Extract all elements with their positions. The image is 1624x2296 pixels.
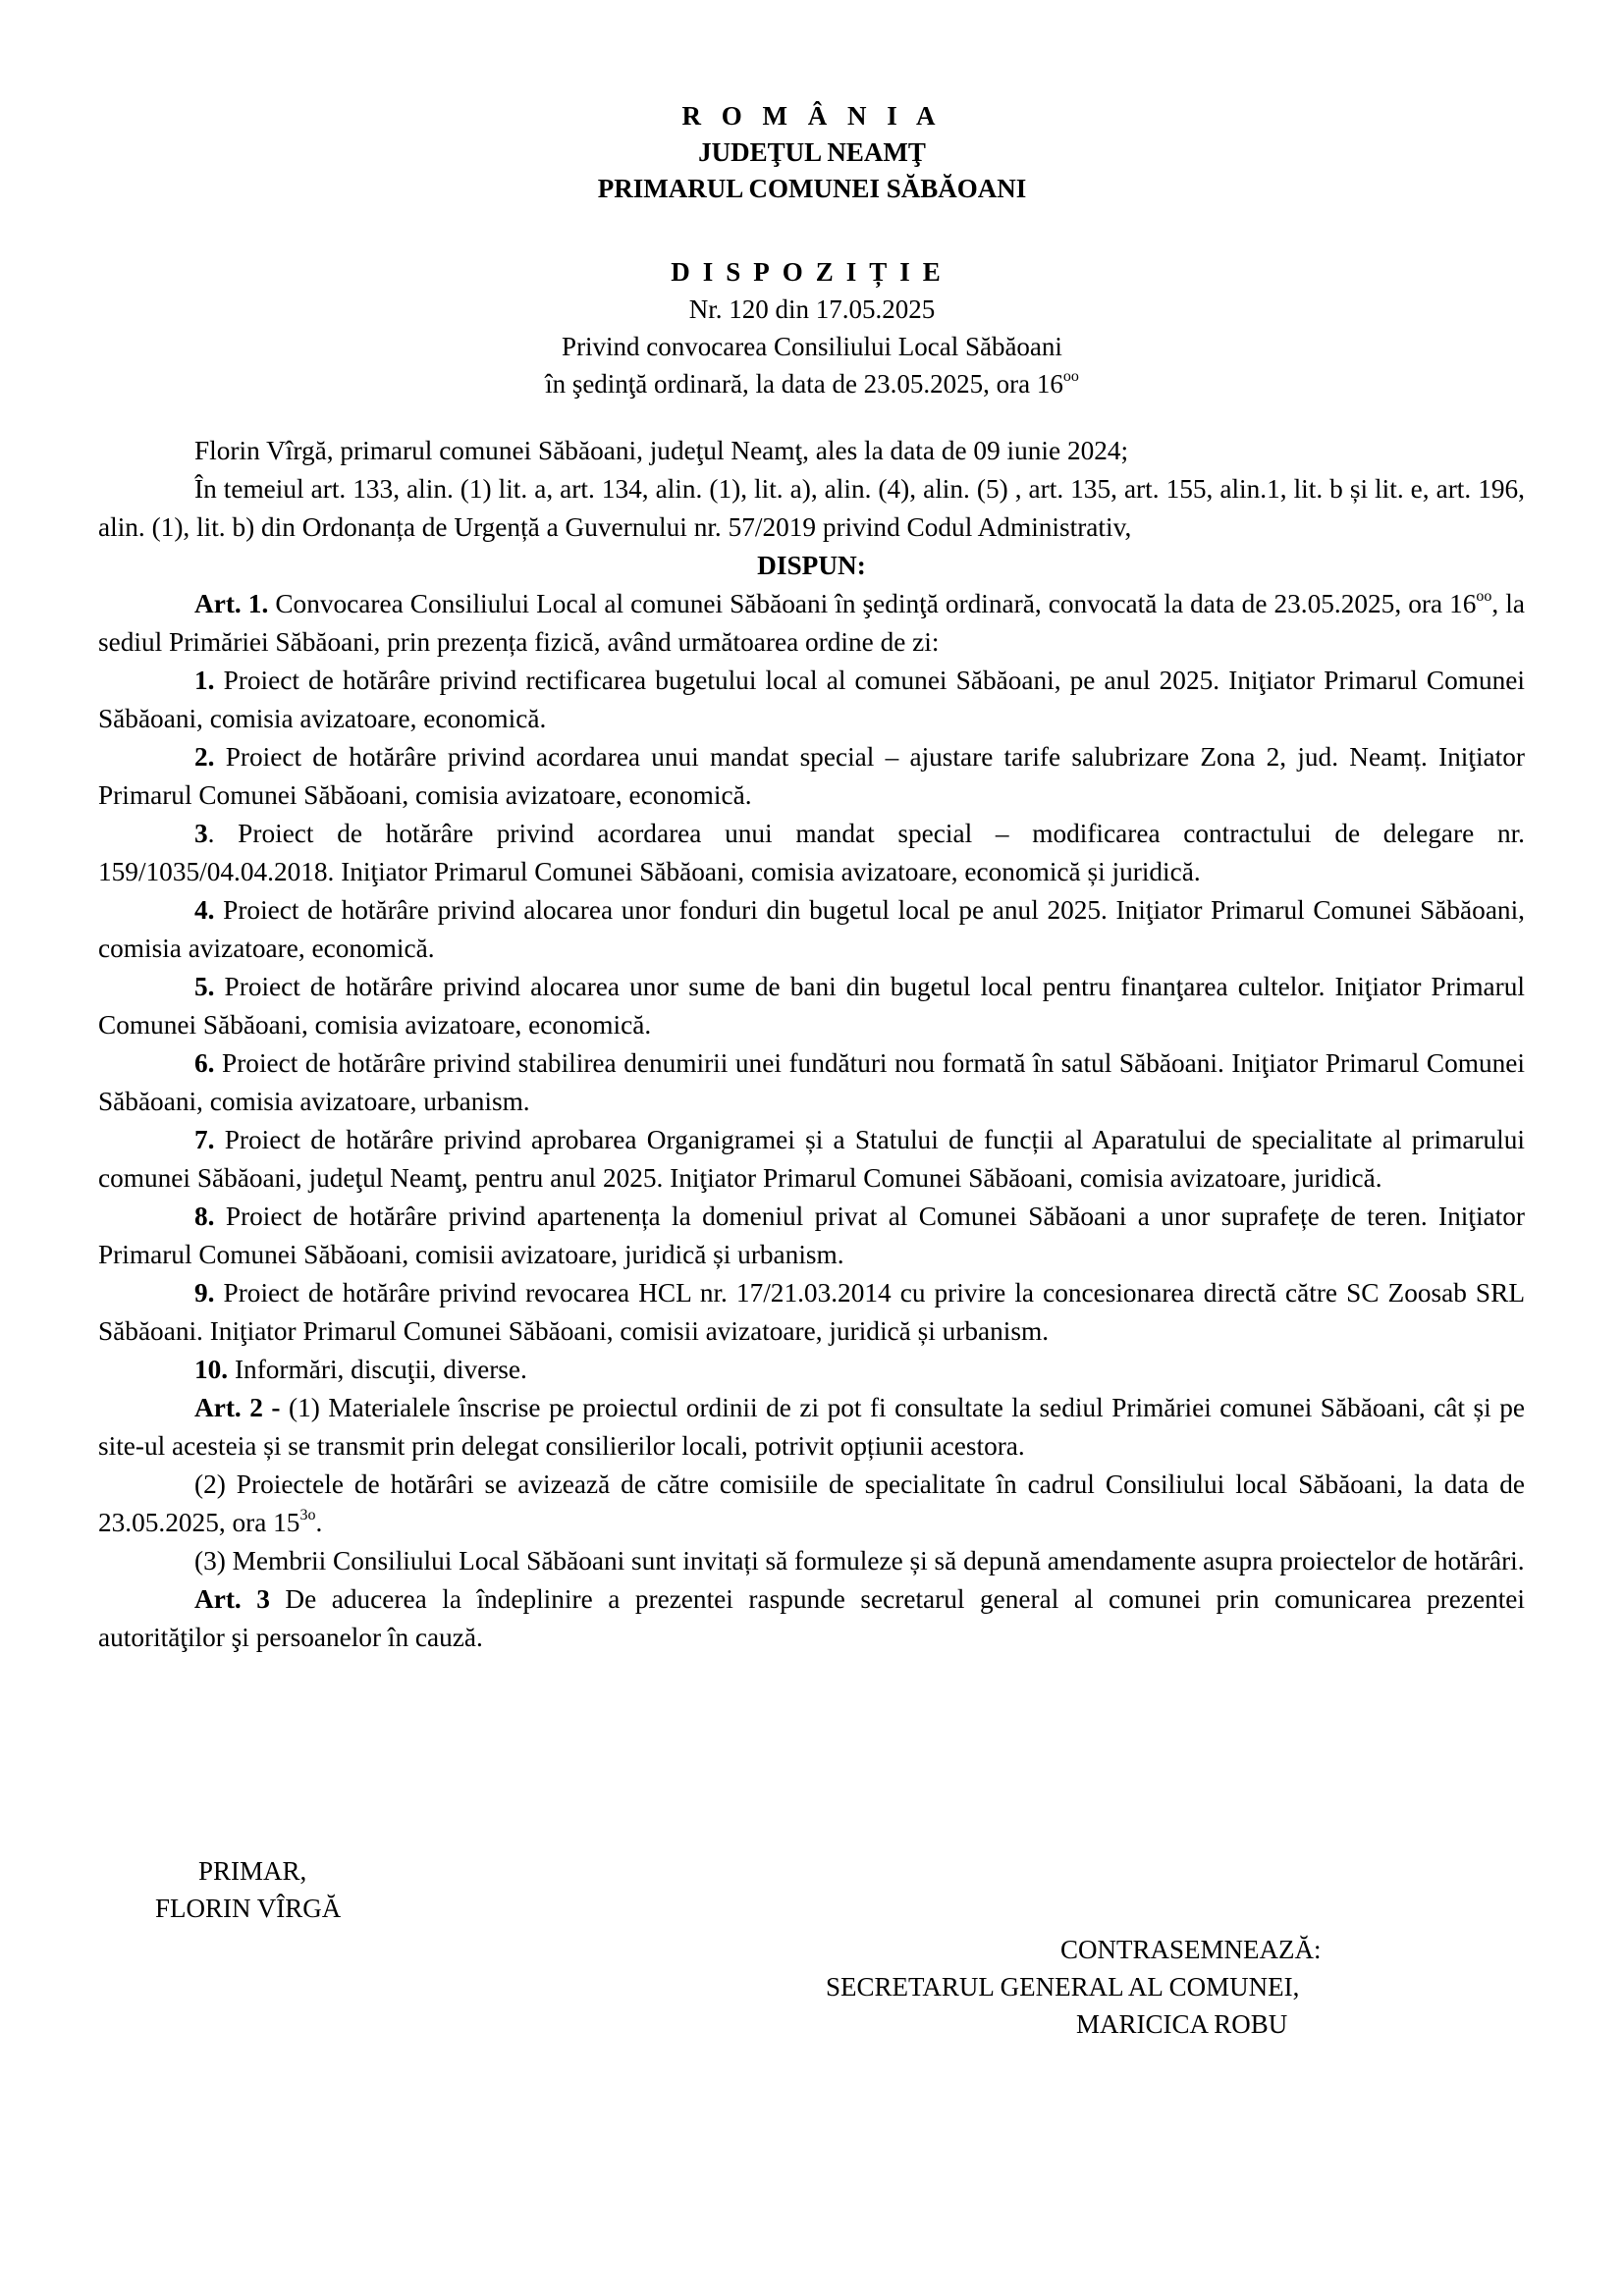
- intro-paragraph: Florin Vîrgă, primarul comunei Săbăoani, judeţul Neamţ, ales la data de 09 iunie 2024;: [194, 436, 1129, 465]
- agenda-item: 10. Informări, discuţii, diverse.: [194, 1355, 527, 1384]
- countersign-role: SECRETARUL GENERAL AL COMUNEI,: [826, 1972, 1300, 2002]
- agenda-item: 1. Proiect de hotărâre privind rectificarea bugetului local al comunei Săbăoani, pe anul 2025. Iniţiator Primarul Comunei Săbăoani, comisia avizatoare, economică.: [98, 666, 1525, 733]
- county-line: JUDEŢUL NEAMŢ: [698, 137, 926, 167]
- document-header: [0, 98, 1624, 207]
- dispun-heading: DISPUN:: [757, 551, 866, 580]
- document-body: [98, 432, 1525, 1657]
- agenda-item: 8. Proiect de hotărâre privind apartenența la domeniul privat al Comunei Săbăoani a unor suprafețe de teren. Iniţiator Primarul Comunei Săbăoani, comisii avizatoare, juridică și urbanism.: [98, 1201, 1525, 1269]
- document-number: Nr. 120 din 17.05.2025: [688, 294, 936, 324]
- agenda-item: 4. Proiect de hotărâre privind alocarea unor fonduri din bugetul local pe anul 2025. Iniţiator Primarul Comunei Săbăoani, comisia avizatoare, economică.: [98, 895, 1525, 963]
- agenda-item: 3. Proiect de hotărâre privind acordarea unui mandat special – modificarea contractului de delegare nr. 159/1035/04.04.2018. Iniţiator Primarul Comunei Săbăoani, comisia avizatoare, economică și juridică.: [98, 819, 1525, 886]
- session-info: în şedinţă ordinară, la data de 23.05.2025, ora $16^{oo}$: [545, 368, 1079, 399]
- article-1: Art. 1. Convocarea Consiliului Local al comunei Săbăoani în şedinţă ordinară, convocată la data de 23.05.2025, ora $16^{oo}$, la sediul Primăriei Săbăoani, prin prezența fizică, având următoarea ordine de zi:: [98, 587, 1525, 657]
- mayor-signature-title: PRIMAR,: [198, 1856, 307, 1886]
- legal-basis-paragraph: În temeiul art. 133, alin. (1) lit. a, art. 134, alin. (1), lit. a), alin. (4), alin. (5) , art. 135, art. 155, alin.1, lit. b și lit. e, art. 196, alin. (1), lit. b) din Ordonanța de Urgență a Guvernului nr. 57/2019 privind Codul Administrativ,: [98, 474, 1525, 542]
- countersign-name: MARICICA ROBU: [1076, 2009, 1288, 2039]
- article-2-par-3: (3) Membrii Consiliului Local Săbăoani sunt invitați să formuleze și să depună amendamente asupra proiectelor de hotărâri.: [194, 1546, 1525, 1575]
- agenda-item: 6. Proiect de hotărâre privind stabilirea denumirii unei fundături nou formată în satul Săbăoani. Iniţiator Primarul Comunei Săbăoani, comisia avizatoare, urbanism.: [98, 1048, 1525, 1116]
- document-subject: Privind convocarea Consiliului Local Săbăoani: [562, 332, 1062, 361]
- document-type: DISPOZIȚIE: [671, 257, 953, 287]
- mayor-office-line: PRIMARUL COMUNEI SĂBĂOANI: [597, 174, 1027, 203]
- article-2-par-1: Art. 2 - (1) Materialele înscrise pe proiectul ordinii de zi pot fi consultate la sediul Primăriei comunei Săbăoani, cât și pe site-ul acesteia și se transmit prin delegat consilierilor locali, potrivit opțiunii acestora.: [98, 1393, 1525, 1461]
- country-line: R O M Â N I A: [681, 101, 943, 131]
- countersign-title: CONTRASEMNEAZĂ:: [1060, 1935, 1322, 1964]
- agenda-item: 7. Proiect de hotărâre privind aprobarea Organigramei și a Statului de funcții al Aparatului de specialitate al primarului comunei Săbăoani, judeţul Neamţ, pentru anul 2025. Iniţiator Primarul Comunei Săbăoani, comisia avizatoare, juridică.: [98, 1125, 1525, 1193]
- agenda-item: 5. Proiect de hotărâre privind alocarea unor sume de bani din bugetul local pentru finanţarea cultelor. Iniţiator Primarul Comunei Săbăoani, comisia avizatoare, economică.: [98, 972, 1525, 1040]
- article-2-par-2: (2) Proiectele de hotărâri se avizează de către comisiile de specialitate în cadrul Consiliului local Săbăoani, la data de 23.05.2025, ora $15^{3o}$.: [98, 1469, 1525, 1537]
- mayor-signature-name: FLORIN VÎRGĂ: [155, 1894, 342, 1923]
- agenda-item: 9. Proiect de hotărâre privind revocarea HCL nr. 17/21.03.2014 cu privire la concesionarea directă către SC Zoosab SRL Săbăoani. Iniţiator Primarul Comunei Săbăoani, comisii avizatoare, juridică și urbanism.: [98, 1278, 1525, 1346]
- document-title-block: [0, 253, 1624, 402]
- agenda-item: 2. Proiect de hotărâre privind acordarea unui mandat special – ajustare tarife salubrizare Zona 2, jud. Neamț. Iniţiator Primarul Comunei Săbăoani, comisia avizatoare, economică.: [98, 742, 1525, 810]
- article-3: Art. 3 De aducerea la îndeplinire a prezentei raspunde secretarul general al comunei prin comunicarea prezentei autorităţilor şi persoanelor în cauză.: [98, 1584, 1525, 1652]
